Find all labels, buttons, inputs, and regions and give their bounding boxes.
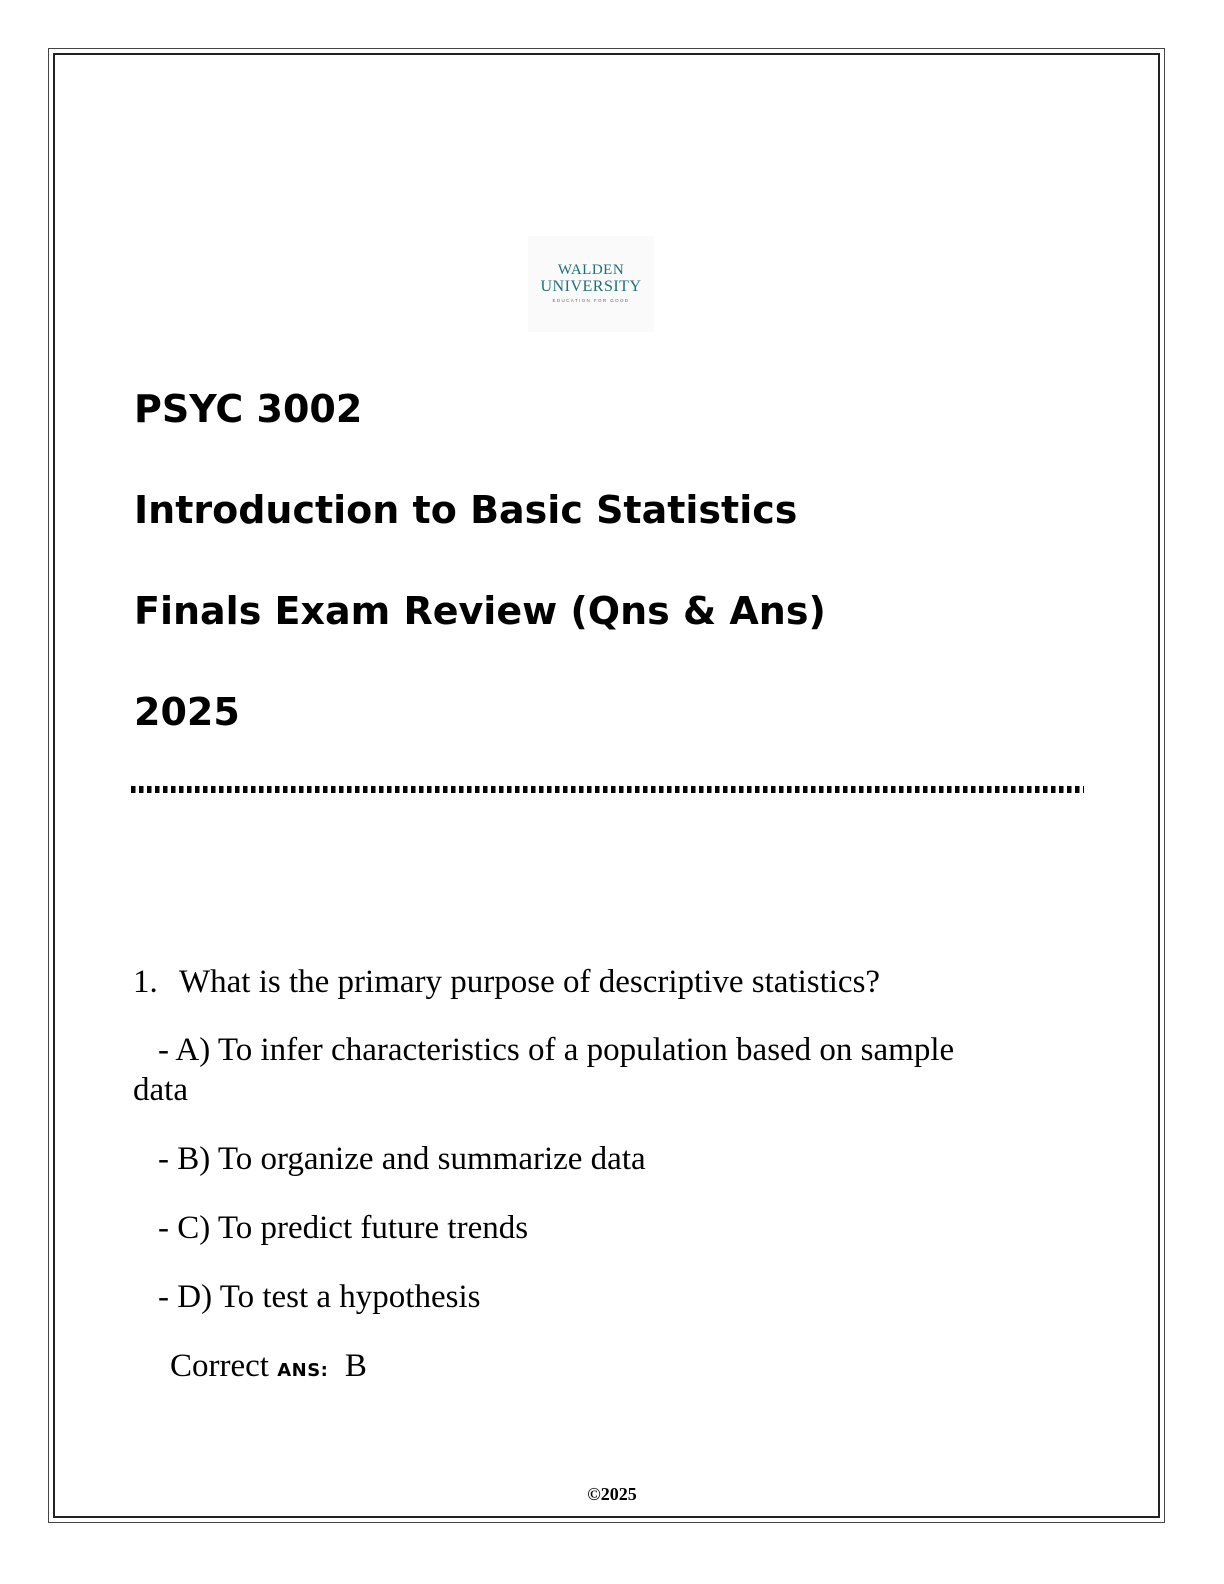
dotted-divider: [131, 786, 1084, 793]
option-b: - B) To organize and summarize data: [158, 1141, 646, 1177]
option-a: - A) To infer characteristics of a population based on sample: [158, 1032, 955, 1068]
course-code: PSYC 3002: [134, 387, 363, 431]
correct-label: Correct: [170, 1348, 269, 1384]
document-year: 2025: [134, 690, 240, 734]
ans-label: ANS:: [277, 1360, 329, 1381]
option-c: - C) To predict future trends: [158, 1210, 529, 1246]
footer-copyright: ©2025: [587, 1484, 637, 1504]
option-d: - D) To test a hypothesis: [158, 1279, 481, 1315]
question-text: What is the primary purpose of descriptive statistics?: [179, 964, 881, 1000]
option-a-continuation: data: [133, 1072, 188, 1108]
question-1: [133, 962, 880, 1002]
question-number: 1.: [133, 964, 158, 1000]
logo-line-walden: WALDEN: [557, 262, 625, 278]
course-title: Introduction to Basic Statistics: [134, 488, 798, 532]
logo-tagline: EDUCATION FOR GOOD: [552, 298, 630, 303]
correct-answer-value: B: [344, 1348, 367, 1384]
correct-answer-line: [170, 1346, 367, 1391]
walden-university-logo: [528, 236, 654, 332]
document-subtitle: Finals Exam Review (Qns & Ans): [134, 589, 826, 633]
logo-line-university: UNIVERSITY: [540, 278, 642, 295]
